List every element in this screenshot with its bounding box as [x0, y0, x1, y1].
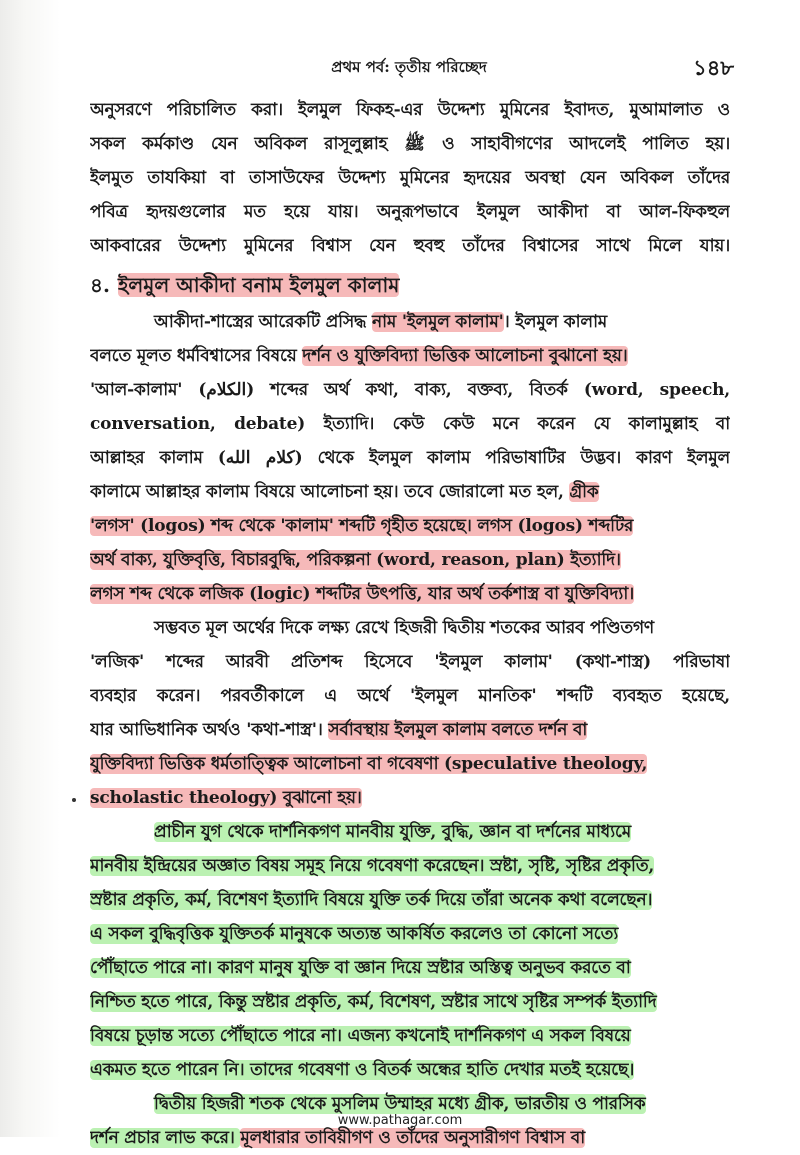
margin-mark — [72, 798, 76, 802]
red-highlight: মূলধারার তাবিয়ীগণ ও তাঁদের অনুসারীগণ বিশ্বাস বা — [240, 1128, 585, 1148]
text-line: সকল কর্মকাণ্ড যেন অবিকল রাসূলুল্লাহ ﷺ ও সাহাবীগণের আদলেই পালিত হয়। — [90, 134, 730, 154]
text-line — [90, 815, 730, 849]
section-title: ইলমুল আকীদা বনাম ইলমুল কালাম — [117, 273, 400, 297]
running-head: প্রথম পর্ব: তৃতীয় পরিচ্ছেদ — [331, 58, 487, 76]
text-line — [90, 985, 730, 1019]
text-line: ইলমুত তাযকিয়া বা তাসাউফের উদ্দেশ্য মুমিনের হৃদয়ের অবস্থা যেন অবিকল তাঁদের — [90, 168, 730, 188]
text-line — [90, 713, 730, 747]
text-line — [90, 339, 730, 373]
text-line: 'লজিক' শব্দের আরবী প্রতিশব্দ হিসেবে 'ইলমুল কালাম' (কথা-শাস্ত্র) পরিভাষা — [90, 652, 730, 672]
section-heading — [90, 265, 730, 305]
section-number: ৪. — [90, 273, 110, 297]
green-highlight: দ্বিতীয় হিজরী শতক থেকে মুসলিম উম্মাহর মধ্যে গ্রীক, ভারতীয় ও পারসিক — [154, 1094, 646, 1114]
red-highlight: দর্শন ও যুক্তিবিদ্যা ভিত্তিক আলোচনা বুঝানো হয়। — [302, 346, 628, 366]
red-highlight: 'লগস' (logos) শব্দ থেকে 'কালাম' শব্দটি গৃহীত হয়েছে। লগস (logos) শব্দটির — [90, 516, 634, 536]
red-highlight: লগস শব্দ থেকে লজিক (logic) শব্দটির উৎপত্তি, যার অর্থ তর্কশাস্ত্র বা যুক্তিবিদ্যা। — [90, 584, 634, 604]
text-line: অনুসরণে পরিচালিত করা। ইলমুল ফিকহ-এর উদ্দেশ্য মুমিনের ইবাদত, মুআমালাত ও — [90, 100, 730, 120]
text-line — [90, 1019, 730, 1053]
text-line: 'আল-কালাম' (الكلام) শব্দের অর্থ কথা, বাক্য, বক্তব্য, বিতর্ক (word, speech, — [90, 380, 730, 400]
page-number: ১৪৮ — [693, 55, 734, 80]
text-line — [90, 917, 730, 951]
green-highlight: স্রষ্টার প্রকৃতি, কর্ম, বিশেষণ ইত্যাদি বিষয়ে যুক্তি তর্ক দিয়ে তাঁরা অনেক কথা বলেছেন। — [90, 890, 653, 910]
text-line — [90, 1053, 730, 1087]
intro-paragraph — [90, 93, 730, 263]
text-line: আকবারের উদ্দেশ্য মুমিনের বিশ্বাস যেন হুবহু তাঁদের বিশ্বাসের সাথে মিলে যায়। — [90, 236, 730, 256]
text-line — [90, 747, 730, 781]
green-highlight: একমত হতে পারেন নি। তাদের গবেষণা ও বিতর্ক অন্ধের হাতি দেখার মতই হয়েছে। — [90, 1060, 635, 1080]
text-line: conversation, debate) ইত্যাদি। কেউ কেউ মনে করেন যে কালামুল্লাহ বা — [90, 414, 730, 434]
text-line — [90, 509, 730, 543]
red-highlight: গ্রীক — [569, 482, 599, 502]
text-line: আল্লাহর কালাম (كلام الله) থেকে ইলমুল কালাম পরিভাষাটির উদ্ভব। কারণ ইলমুল — [90, 448, 730, 468]
text-span: আকীদা-শাস্ত্রের আরেকটি প্রসিদ্ধ — [154, 312, 373, 332]
text-line — [90, 849, 730, 883]
text-line — [90, 577, 730, 611]
red-highlight: যুক্তিবিদ্যা ভিত্তিক ধর্মতাত্ত্বিক আলোচনা বা গবেষণা (speculative theology, — [90, 754, 648, 774]
page-header — [84, 52, 734, 80]
text-line — [90, 543, 730, 577]
green-highlight: পৌঁছাতে পারে না। কারণ মানুষ যুক্তি বা জ্ঞান দিয়ে স্রষ্টার অস্তিত্ব অনুভব করতে বা — [90, 958, 631, 978]
red-highlight: সর্বাবস্থায় ইলমুল কালাম বলতে দর্শন বা — [328, 720, 588, 740]
text-line — [90, 781, 730, 815]
text-span: বলতে মূলত ধর্মবিশ্বাসের বিষয়ে — [90, 346, 303, 366]
red-highlight: নাম 'ইলমুল কালাম' — [372, 312, 504, 332]
text-line: সম্ভবত মূল অর্থের দিকে লক্ষ্য রেখে হিজরী দ্বিতীয় শতকের আরব পণ্ডিতগণ — [154, 618, 654, 638]
green-highlight: মানবীয় ইন্দ্রিয়ের অজ্ঞাত বিষয় সমূহ নিয়ে গবেষণা করেছেন। স্রষ্টা, সৃষ্টি, সৃষ্টির প্রকৃতি, — [90, 856, 655, 876]
red-highlight: scholastic theology) বুঝানো হয়। — [90, 788, 362, 808]
green-highlight: নিশ্চিত হতে পারে, কিন্তু স্রষ্টার প্রকৃতি, কর্ম, বিশেষণ, স্রষ্টার সাথে সৃষ্টির সম্পর্ক ইত্যাদি — [90, 992, 657, 1012]
text-span: যার আভিধানিক অর্থও 'কথা-শাস্ত্র'। — [90, 720, 329, 740]
green-highlight: দর্শন প্রচার লাভ করে। — [90, 1128, 241, 1148]
footer-url[interactable]: www.pathagar.com — [337, 1113, 463, 1128]
page-body — [90, 93, 730, 1155]
red-highlight: অর্থ বাক্য, যুক্তিবৃত্তি, বিচারবুদ্ধি, পরিকল্পনা (word, reason, plan) ইত্যাদি। — [90, 550, 621, 570]
text-span: । ইলমুল কালাম — [503, 312, 608, 332]
green-highlight: এ সকল বুদ্ধিবৃত্তিক যুক্তিতর্ক মানুষকে অত্যন্ত আকর্ষিত করলেও তা কোনো সত্যে — [90, 924, 619, 944]
paragraph-philosophers — [90, 815, 730, 1087]
text-line: পবিত্র হৃদয়গুলোর মত হয়ে যায়। অনুরূপভাবে ইলমুল আকীদা বা আল-ফিকহুল — [90, 202, 730, 222]
text-line — [90, 305, 730, 339]
paragraph-kalam-usage — [90, 611, 730, 815]
green-highlight: বিষয়ে চূড়ান্ত সত্যে পৌঁছাতে পারে না। এজন্য কখনোই দার্শনিকগণ এ সকল বিষয়ে — [90, 1026, 631, 1046]
text-line: ব্যবহার করেন। পরবর্তীকালে এ অর্থে 'ইলমুল মানতিক' শব্দটি ব্যবহৃত হয়েছে, — [90, 686, 730, 706]
text-span: কালামে আল্লাহর কালাম বিষয়ে আলোচনা হয়। তবে জোরালো মত হল, — [90, 482, 570, 502]
text-line — [90, 951, 730, 985]
text-line — [90, 883, 730, 917]
text-line — [90, 475, 730, 509]
green-highlight: প্রাচীন যুগ থেকে দার্শনিকগণ মানবীয় যুক্তি, বুদ্ধি, জ্ঞান বা দর্শনের মাধ্যমে — [154, 822, 632, 842]
paragraph-kalam-definition — [90, 305, 730, 611]
